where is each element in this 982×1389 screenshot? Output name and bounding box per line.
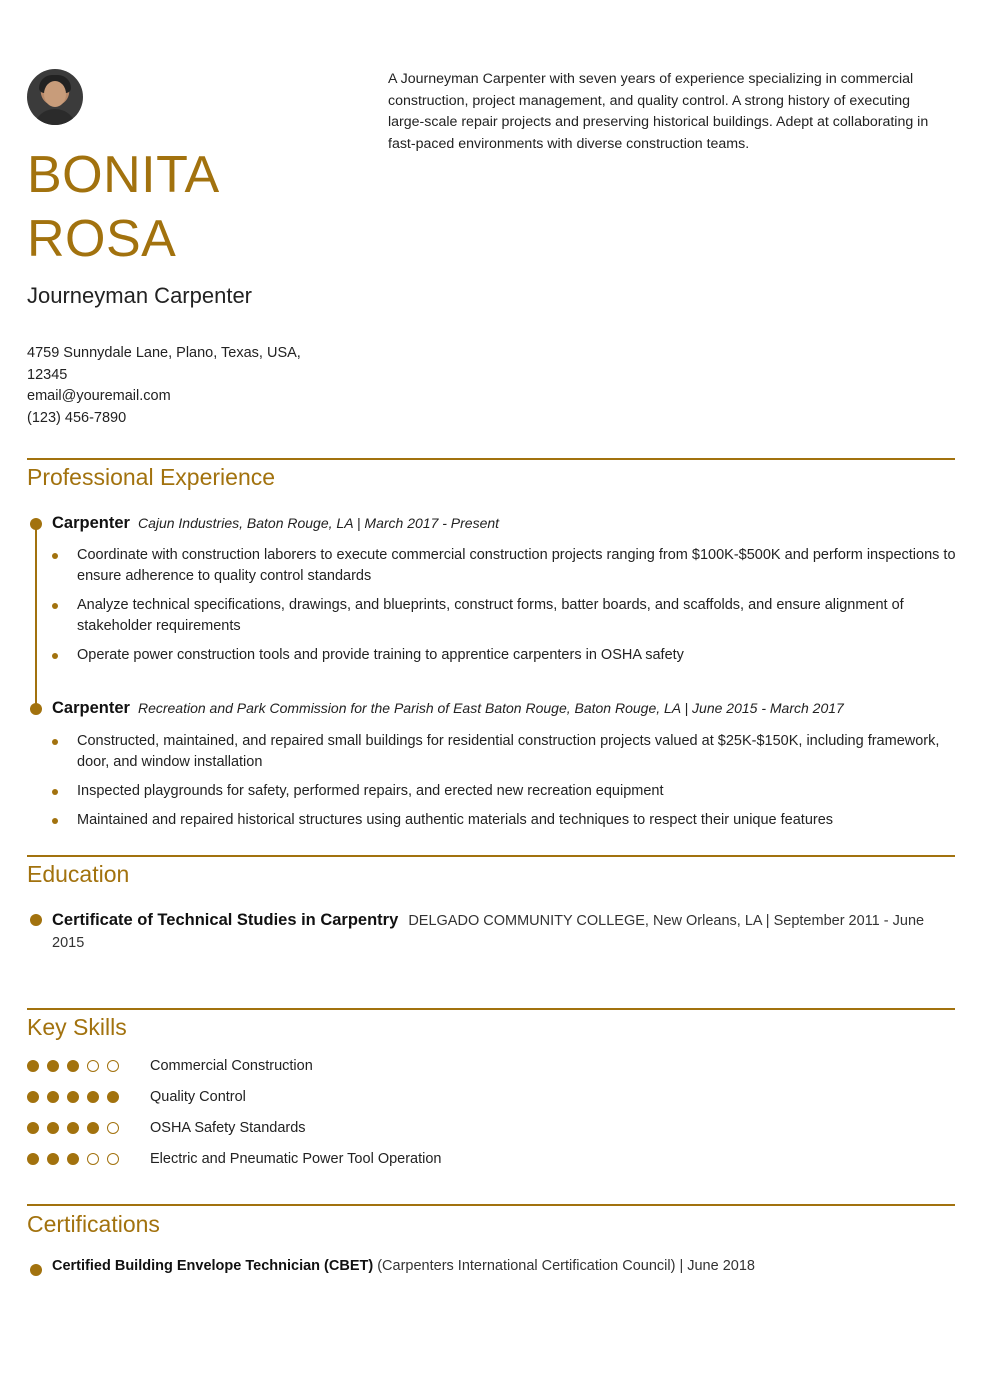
rating-dot-filled (27, 1153, 39, 1165)
certifications-heading: Certifications (27, 1211, 160, 1237)
list-item: Constructed, maintained, and repaired small buildings for residential construction projects valued at $25K-$150K, including framework, door, and window installation (52, 731, 957, 773)
rating-dot-empty (107, 1153, 119, 1165)
skill-row (27, 1087, 246, 1107)
section-divider (27, 458, 955, 460)
email[interactable]: email@youremail.com (27, 388, 171, 404)
rating-dot-filled (47, 1122, 59, 1134)
experience-heading: Professional Experience (27, 464, 276, 490)
job-header (52, 699, 844, 718)
job-header (52, 514, 499, 533)
last-name: ROSA (27, 210, 177, 268)
timeline-dot (30, 518, 42, 530)
skill-rating (27, 1122, 150, 1134)
skill-rating (27, 1091, 150, 1103)
rating-dot-filled (27, 1091, 39, 1103)
list-item: Inspected playgrounds for safety, performed repairs, and erected new recreation equipment (52, 781, 957, 802)
summary: A Journeyman Carpenter with seven years of experience specializing in commercial construction, project management, and quality control. A strong history of executing large-scale repair projects and preserving historical buildings. Adept at collaborating in fast-paced environments with diverse construction teams. (388, 71, 929, 152)
skill-row (27, 1056, 313, 1076)
job-meta: Recreation and Park Commission for the Parish of East Baton Rouge, Baton Rouge, LA | June 2015 - March 2017 (137, 700, 844, 716)
rating-dot-empty (87, 1153, 99, 1165)
degree: Certificate of Technical Studies in Carpentry (52, 911, 399, 929)
section-divider (27, 1204, 955, 1206)
rating-dot-filled (67, 1153, 79, 1165)
job-bullets (52, 731, 957, 839)
section-divider (27, 1008, 955, 1010)
first-name: BONITA (27, 146, 220, 204)
certification-detail: (Carpenters International Certification Council) | June 2018 (377, 1258, 755, 1274)
phone: (123) 456-7890 (27, 409, 127, 426)
address: 4759 Sunnydale Lane, Plano, Texas, USA, 12345 (27, 345, 301, 383)
education-dot (30, 914, 42, 926)
skill-name: Quality Control (150, 1089, 246, 1105)
rating-dot-empty (107, 1060, 119, 1072)
education-detail: DELGADO COMMUNITY COLLEGE, New Orleans, LA | September 2011 - June 2015 (52, 913, 925, 951)
list-item: Maintained and repaired historical structures using authentic materials and techniques to respect their unique features (52, 810, 957, 831)
rating-dot-empty (87, 1060, 99, 1072)
skill-name: OSHA Safety Standards (150, 1120, 306, 1136)
rating-dot-filled (47, 1091, 59, 1103)
job-role: Carpenter (52, 699, 130, 717)
skills-heading: Key Skills (27, 1014, 127, 1040)
certification-entry (52, 1258, 755, 1274)
rating-dot-filled (67, 1091, 79, 1103)
certification-dot (30, 1264, 42, 1276)
rating-dot-filled (27, 1060, 39, 1072)
job-bullets (52, 545, 957, 674)
list-item: Analyze technical specifications, drawings, and blueprints, construct forms, batter boards, and scaffolds, and ensure alignment of stakeholder requirements (52, 595, 957, 637)
skill-rating (27, 1060, 150, 1072)
rating-dot-filled (27, 1122, 39, 1134)
rating-dot-filled (47, 1153, 59, 1165)
education-entry (52, 909, 932, 954)
rating-dot-filled (67, 1122, 79, 1134)
skill-name: Electric and Pneumatic Power Tool Operation (150, 1151, 442, 1167)
section-divider (27, 855, 955, 857)
list-item: Operate power construction tools and provide training to apprentice carpenters in OSHA safety (52, 645, 957, 666)
job-title: Journeyman Carpenter (27, 283, 253, 308)
rating-dot-filled (47, 1060, 59, 1072)
skill-name: Commercial Construction (150, 1058, 313, 1074)
candidate-name (27, 143, 220, 271)
rating-dot-empty (107, 1122, 119, 1134)
rating-dot-filled (87, 1091, 99, 1103)
skill-row (27, 1118, 306, 1138)
list-item: Coordinate with construction laborers to execute commercial construction projects ranging from $100K-$500K and perform inspections to ensure adherence to quality control standards (52, 545, 957, 587)
skill-rating (27, 1153, 150, 1165)
profile-photo (27, 69, 83, 125)
skill-row (27, 1149, 442, 1169)
certification-name: Certified Building Envelope Technician (CBET) (52, 1258, 374, 1274)
contact-block (27, 343, 317, 429)
rating-dot-filled (87, 1122, 99, 1134)
job-role: Carpenter (52, 514, 130, 532)
rating-dot-filled (107, 1091, 119, 1103)
job-meta: Cajun Industries, Baton Rouge, LA | March 2017 - Present (137, 515, 500, 531)
timeline-dot (30, 703, 42, 715)
timeline-line (35, 524, 37, 708)
rating-dot-filled (67, 1060, 79, 1072)
education-heading: Education (27, 861, 130, 887)
